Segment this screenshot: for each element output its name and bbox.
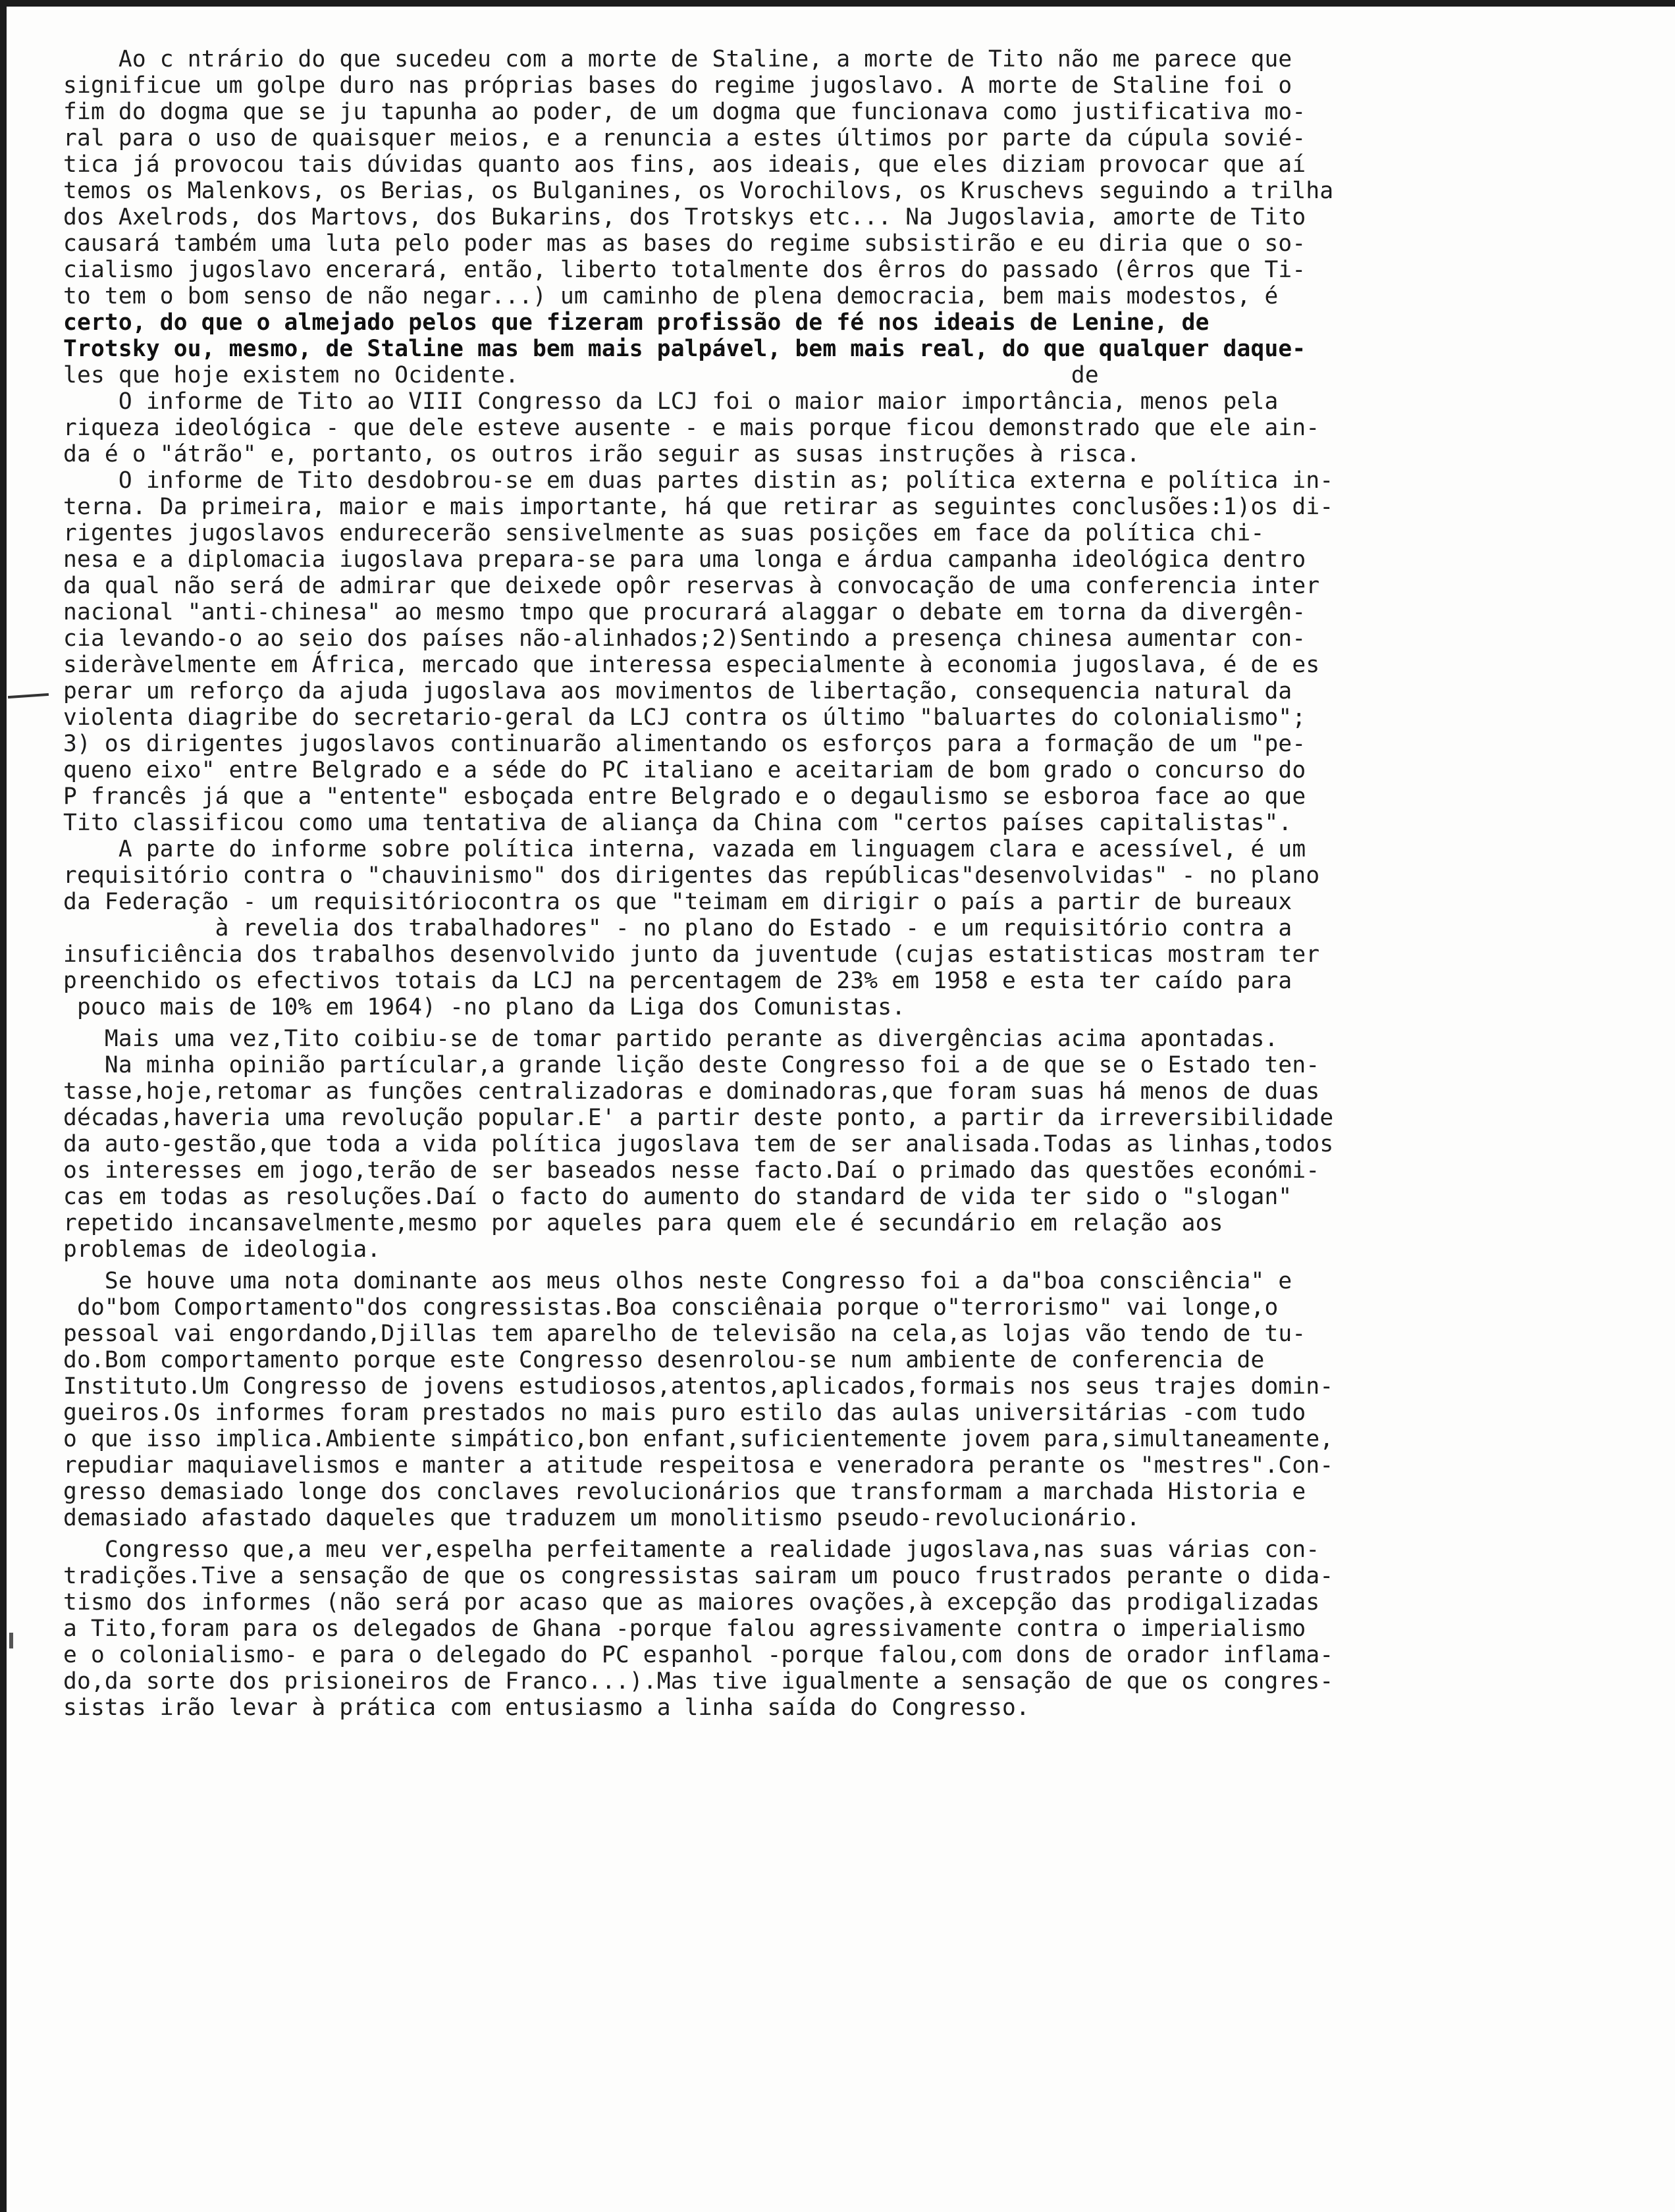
text-line: Ao c ntrário do que sucedeu com a morte de Staline, a morte de Tito não me parece que xyxy=(63,46,1292,72)
margin-pen-mark xyxy=(8,693,49,698)
text-line: do.Bom comportamento porque este Congresso desenrolou-se num ambiente de conferencia de xyxy=(63,1347,1265,1373)
text-line: P francês já que a "entente" esboçada entre Belgrado e o degaulismo se esboroa face ao que xyxy=(63,783,1306,810)
text-line: Trotsky ou, mesmo, de Staline mas bem mais palpável, bem mais real, do que qualquer daque- xyxy=(63,336,1306,362)
text-line: repetido incansavelmente,mesmo por aqueles para quem ele é secundário em relação aos xyxy=(63,1210,1223,1236)
scan-border-left xyxy=(0,0,7,2212)
text-line: problemas de ideologia. xyxy=(63,1236,381,1263)
text-line: Congresso que,a meu ver,espelha perfeitamente a realidade jugoslava,nas suas várias con- xyxy=(63,1537,1320,1563)
text-line: da qual não será de admirar que deixede opôr reservas à convocação de uma conferencia inter xyxy=(63,573,1320,599)
text-line: perar um reforço da ajuda jugoslava aos movimentos de libertação, consequencia natural da xyxy=(63,678,1292,704)
text-line: Na minha opinião partícular,a grande lição deste Congresso foi a de que se o Estado ten- xyxy=(63,1052,1320,1078)
text-line: rigentes jugoslavos endurecerão sensivelmente as suas posições em face da política chi- xyxy=(63,520,1265,546)
text-line: e o colonialismo- e para o delegado do PC espanhol -porque falou,com dons de orador inflama- xyxy=(63,1642,1334,1668)
text-line: tradições.Tive a sensação de que os congressistas sairam um pouco frustrados perante o dida- xyxy=(63,1563,1334,1589)
text-line: nesa e a diplomacia iugoslava prepara-se para uma longa e árdua campanha ideológica dentro xyxy=(63,546,1306,573)
text-line: Mais uma vez,Tito coibiu-se de tomar partido perante as divergências acima apontadas. xyxy=(63,1026,1279,1052)
text-line: pouco mais de 10% em 1964) -no plano da Liga dos Comunistas. xyxy=(63,994,906,1020)
text-line: Se houve uma nota dominante aos meus olhos neste Congresso foi a da"boa consciência" e xyxy=(63,1268,1292,1294)
text-line: O informe de Tito ao VIII Congresso da LCJ foi o maior maior importância, menos pela xyxy=(63,388,1279,415)
text-line: repudiar maquiavelismos e manter a atitude respeitosa e veneradora perante os "mestres".Con- xyxy=(63,1452,1334,1479)
text-line: preenchido os efectivos totais da LCJ na percentagem de 23% em 1958 e esta ter caído para xyxy=(63,968,1292,994)
scan-border-top xyxy=(0,0,1675,7)
text-line: sideràvelmente em África, mercado que interessa especialmente à economia jugoslava, é de es xyxy=(63,652,1320,678)
text-line: fim do dogma que se ju tapunha ao poder, de um dogma que funcionava como justificativa mo- xyxy=(63,99,1306,125)
document-body xyxy=(63,46,1617,1721)
text-line: do,da sorte dos prisioneiros de Franco...).Mas tive igualmente a sensação de que os congres- xyxy=(63,1668,1334,1695)
text-line: to tem o bom senso de não negar...) um caminho de plena democracia, bem mais modestos, é xyxy=(63,283,1279,309)
text-line: les que hoje existem no Ocidente. de xyxy=(63,362,1099,388)
text-line: demasiado afastado daqueles que traduzem um monolitismo pseudo-revolucionário. xyxy=(63,1505,1140,1531)
text-line: décadas,haveria uma revolução popular.E' a partir deste ponto, a partir da irreversibilidade xyxy=(63,1105,1334,1131)
text-line: tismo dos informes (não será por acaso que as maiores ovações,à excepção das prodigalizadas xyxy=(63,1589,1320,1616)
text-line: cia levando-o ao seio dos países não-alinhados;2)Sentindo a presença chinesa aumentar con- xyxy=(63,625,1306,652)
text-line: Tito classificou como uma tentativa de aliança da China com "certos países capitalistas". xyxy=(63,810,1292,836)
text-line: causará também uma luta pelo poder mas as bases do regime subsistirão e eu diria que o so- xyxy=(63,230,1306,257)
text-line: significue um golpe duro nas próprias bases do regime jugoslavo. A morte de Staline foi o xyxy=(63,72,1292,99)
text-line: requisitório contra o "chauvinismo" dos dirigentes das repúblicas"desenvolvidas" - no plano xyxy=(63,862,1320,889)
text-line: pessoal vai engordando,Djillas tem aparelho de televisão na cela,as lojas vão tendo de tu- xyxy=(63,1321,1306,1347)
text-line: queno eixo" entre Belgrado e a séde do PC italiano e aceitariam de bom grado o concurso do xyxy=(63,757,1306,783)
text-line: gresso demasiado longe dos conclaves revolucionários que transformam a marchada Historia e xyxy=(63,1479,1306,1505)
text-line: a Tito,foram para os delegados de Ghana -porque falou agressivamente contra o imperialismo xyxy=(63,1616,1306,1642)
text-line: da auto-gestão,que toda a vida política jugoslava tem de ser analisada.Todas as linhas,todos xyxy=(63,1131,1334,1157)
text-line: dos Axelrods, dos Martovs, dos Bukarins, dos Trotskys etc... Na Jugoslavia, amorte de Tito xyxy=(63,204,1306,230)
text-line: terna. Da primeira, maior e mais importante, há que retirar as seguintes conclusões:1)os di- xyxy=(63,494,1334,520)
text-line: tica já provocou tais dúvidas quanto aos fins, aos ideais, que eles diziam provocar que aí xyxy=(63,151,1306,178)
text-line: do"bom Comportamento"dos congressistas.Boa consciênaia porque o"terrorismo" vai longe,o xyxy=(63,1294,1279,1321)
text-line: O informe de Tito desdobrou-se em duas partes distin as; política externa e política in- xyxy=(63,467,1334,494)
text-line: tasse,hoje,retomar as funções centralizadoras e dominadoras,que foram suas há menos de duas xyxy=(63,1078,1320,1105)
margin-pen-mark xyxy=(9,1633,13,1648)
text-line: sistas irão levar à prática com entusiasmo a linha saída do Congresso. xyxy=(63,1695,1030,1721)
text-line: cialismo jugoslavo encerará, então, liberto totalmente dos êrros do passado (êrros que Ti- xyxy=(63,257,1306,283)
text-line: insuficiência dos trabalhos desenvolvido junto da juventude (cujas estatisticas mostram ter xyxy=(63,941,1320,968)
text-line: temos os Malenkovs, os Berias, os Bulganines, os Vorochilovs, os Kruschevs seguindo a trilha xyxy=(63,178,1334,204)
text-line: 3) os dirigentes jugoslavos continuarão alimentando os esforços para a formação de um "pe- xyxy=(63,731,1306,757)
text-line: à revelia dos trabalhadores" - no plano do Estado - e um requisitório contra a xyxy=(63,915,1292,941)
text-line: ral para o uso de quaisquer meios, e a renuncia a estes últimos por parte da cúpula sovié- xyxy=(63,125,1306,151)
text-line: da Federação - um requisitóriocontra os que "teimam em dirigir o país a partir de bureaux xyxy=(63,889,1292,915)
text-line: certo, do que o almejado pelos que fizeram profissão de fé nos ideais de Lenine, de xyxy=(63,309,1210,336)
text-line: A parte do informe sobre política interna, vazada em linguagem clara e acessível, é um xyxy=(63,836,1306,862)
text-line: violenta diagribe do secretario-geral da LCJ contra os último "baluartes do colonialismo"; xyxy=(63,704,1306,731)
text-line: gueiros.Os informes foram prestados no mais puro estilo das aulas universitárias -com tudo xyxy=(63,1400,1306,1426)
text-line: o que isso implica.Ambiente simpático,bon enfant,suficientemente jovem para,simultaneamente, xyxy=(63,1426,1334,1452)
text-line: da é o "átrão" e, portanto, os outros irão seguir as susas instruções à risca. xyxy=(63,441,1140,467)
text-line: nacional "anti-chinesa" ao mesmo tmpo que procurará alaggar o debate em torna da divergên- xyxy=(63,599,1306,625)
text-line: os interesses em jogo,terão de ser baseados nesse facto.Daí o primado das questões económi- xyxy=(63,1157,1320,1184)
text-line: riqueza ideológica - que dele esteve ausente - e mais porque ficou demonstrado que ele ain- xyxy=(63,415,1320,441)
text-line: cas em todas as resoluções.Daí o facto do aumento do standard de vida ter sido o "slogan" xyxy=(63,1184,1292,1210)
text-line: Instituto.Um Congresso de jovens estudiosos,atentos,aplicados,formais nos seus trajes domin- xyxy=(63,1373,1334,1400)
